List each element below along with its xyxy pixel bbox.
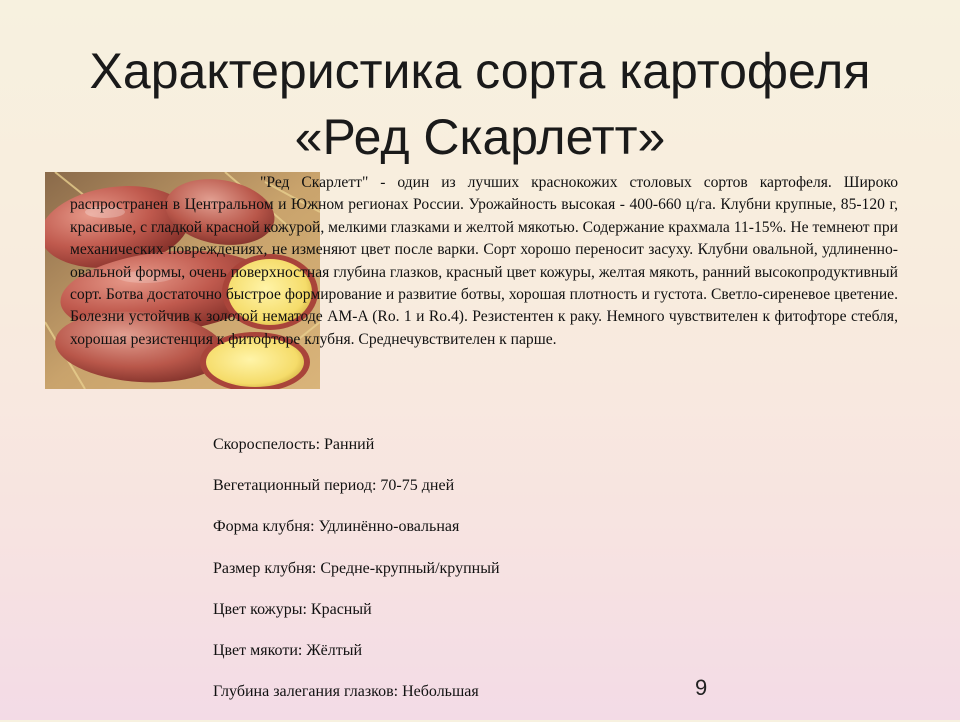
slide-title bbox=[0, 38, 960, 170]
property-skin-color: Цвет кожуры: Красный bbox=[213, 600, 372, 618]
page-number: 9 bbox=[695, 675, 708, 700]
title-line-2: «Ред Скарлетт» bbox=[294, 109, 666, 165]
property-tuber-size: Размер клубня: Средне-крупный/крупный bbox=[213, 559, 500, 577]
property-tuber-shape: Форма клубня: Удлинённо-овальная bbox=[213, 518, 460, 536]
variety-description bbox=[70, 172, 898, 351]
title-line-1: Характеристика сорта картофеля bbox=[89, 43, 871, 99]
property-eye-depth: Глубина залегания глазков: Небольшая bbox=[213, 683, 479, 701]
properties-list bbox=[213, 434, 500, 722]
property-flesh-color: Цвет мякоти: Жёлтый bbox=[213, 641, 363, 659]
property-vegetation-period: Вегетационный период: 70-75 дней bbox=[213, 477, 455, 495]
variety-description-text: "Ред Скарлетт" - один из лучших краснокожих столовых сортов картофеля. Широко распространен в Центральном и Южном регионах России. Урожайность высокая - 400-660 ц/га. Клубни крупные, 85-120 г, красивые, с гладкой красной кожурой, мелкими глазками и желтой мякотью. Содержание крахмала 11-15%. Не темнеют при механических повреждениях, не изменяют цвет после варки. Сорт хорошо переносит засуху. Клубни овальной, удлиненно-овальной формы, очень поверхностная глубина глазков, красный цвет кожуры, желтая мякоть, ранний высокопродуктивный сорт. Ботва достаточно быстрое формирование и развитие ботвы, хорошая плотность и густота. Светло-сиреневое цветение. Болезни устойчив к золотой нематоде AM-A (Ro. 1 и Ro.4). Резистентен к раку. Немного чувствителен к фитофторе стебля, хорошая резистенция к фитофторе клубня. Среднечувствителен к парше. bbox=[70, 174, 898, 348]
property-ripeness: Скороспелость: Ранний bbox=[213, 436, 375, 453]
